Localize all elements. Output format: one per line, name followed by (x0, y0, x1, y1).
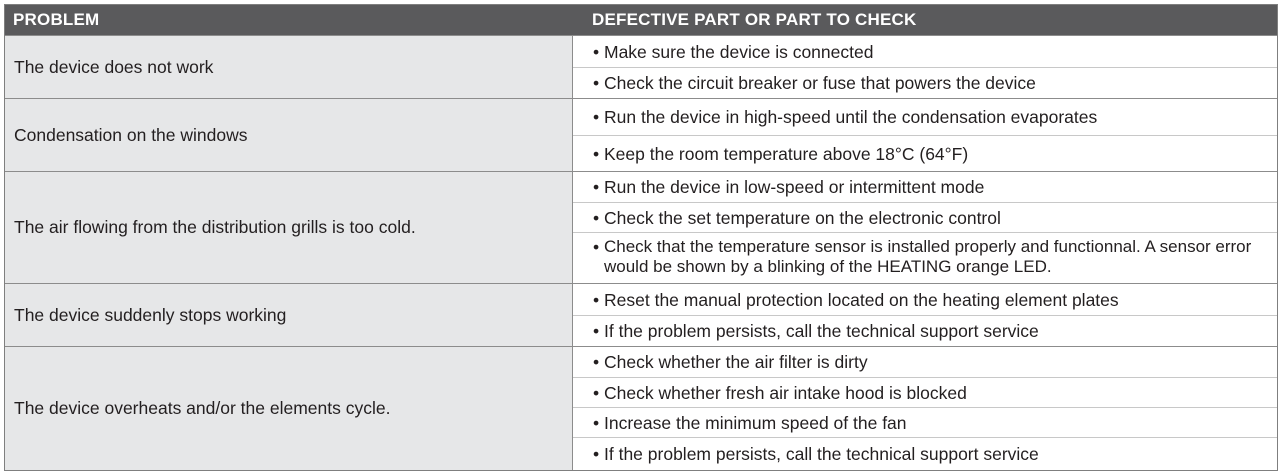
check-text: Make sure the device is connected (604, 41, 874, 62)
check-text: Check whether fresh air intake hood is blocked (604, 382, 967, 403)
check-text: Check the set temperature on the electronic control (604, 207, 1001, 228)
bullet: • (593, 143, 600, 164)
check-item (573, 437, 1277, 469)
problem-cell: The device overheats and/or the elements cycle. (5, 347, 573, 470)
problem-cell: Condensation on the windows (5, 99, 573, 171)
bullet: • (593, 382, 600, 403)
table-header (5, 5, 1277, 35)
bullet: • (593, 321, 600, 341)
check-text: Check the circuit breaker or fuse that powers the device (604, 73, 1036, 93)
check-item (573, 67, 1277, 98)
bullet: • (593, 73, 600, 93)
bullet: • (593, 41, 600, 62)
table-row (5, 35, 1277, 98)
check-item (573, 135, 1277, 171)
bullet: • (593, 352, 600, 372)
bullet: • (593, 289, 600, 310)
check-item (573, 377, 1277, 407)
problem-cell: The air flowing from the distribution grills is too cold. (5, 172, 573, 283)
checks-cell (573, 99, 1277, 171)
check-text: Check whether the air filter is dirty (604, 352, 868, 372)
checks-cell (573, 172, 1277, 283)
bullet: • (593, 207, 600, 228)
check-item (573, 284, 1277, 315)
check-item (573, 315, 1277, 346)
check-text: If the problem persists, call the technical support service (604, 443, 1039, 464)
table-row (5, 346, 1277, 470)
check-text: Run the device in low-speed or intermittent mode (604, 177, 985, 197)
check-text: Increase the minimum speed of the fan (604, 412, 907, 433)
check-item (573, 36, 1277, 67)
check-text: Keep the room temperature above 18°C (64°F) (604, 143, 969, 164)
header-part-to-check: DEFECTIVE PART OR PART TO CHECK (592, 10, 917, 29)
check-item (573, 202, 1277, 232)
bullet: • (593, 107, 600, 127)
check-item (573, 407, 1277, 437)
bullet: • (593, 443, 600, 464)
check-text: Check that the temperature sensor is installed properly and functionnal. A sensor error would be shown by a blinking of the HEATING orange LED. (604, 237, 1252, 276)
check-text: If the problem persists, call the technical support service (604, 321, 1039, 341)
table-row (5, 171, 1277, 283)
troubleshooting-table (4, 4, 1278, 471)
bullet: • (593, 412, 600, 433)
table-row (5, 98, 1277, 171)
check-item (573, 172, 1277, 202)
bullet: • (593, 237, 600, 257)
checks-cell (573, 284, 1277, 346)
check-text: Run the device in high-speed until the condensation evaporates (604, 107, 1098, 127)
problem-cell: The device does not work (5, 36, 573, 98)
check-item (573, 347, 1277, 377)
checks-cell (573, 347, 1277, 470)
check-item (573, 232, 1277, 282)
check-text: Reset the manual protection located on the heating element plates (604, 289, 1119, 310)
check-item (573, 99, 1277, 135)
table-row (5, 283, 1277, 346)
checks-cell (573, 36, 1277, 98)
header-problem: PROBLEM (13, 10, 100, 29)
bullet: • (593, 177, 600, 197)
problem-cell: The device suddenly stops working (5, 284, 573, 346)
